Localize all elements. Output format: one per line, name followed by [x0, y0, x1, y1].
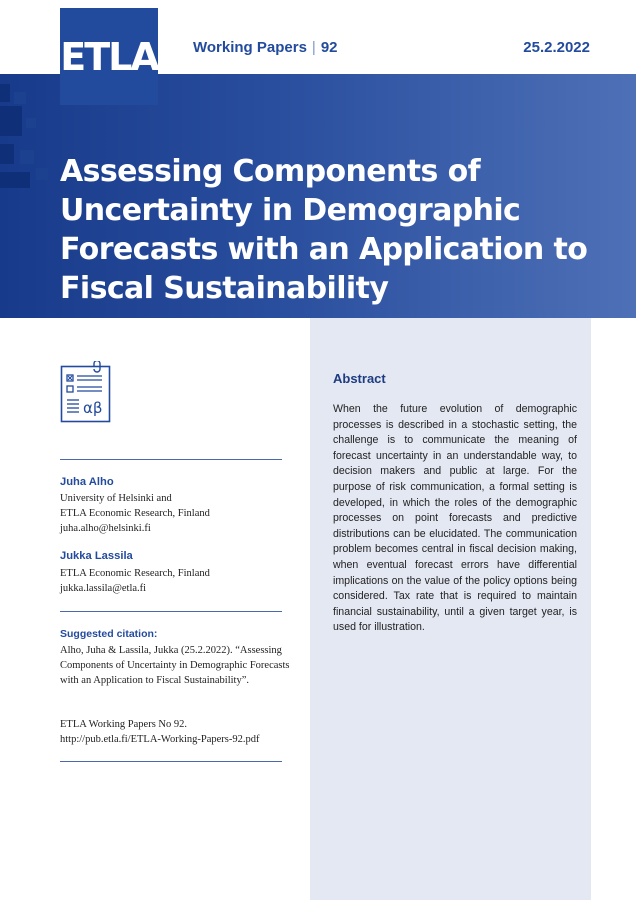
author-affiliation: [60, 491, 300, 536]
citation-source: [60, 717, 300, 747]
author-email: juha.alho@helsinki.fi: [60, 523, 151, 534]
document-alpha-beta-icon: [60, 361, 112, 423]
decor-square: [20, 150, 34, 164]
series-separator: |: [311, 39, 316, 56]
decor-square: [26, 118, 36, 128]
decor-square: [0, 106, 22, 136]
divider: [60, 611, 282, 612]
affiliation-line: ETLA Economic Research, Finland: [60, 508, 210, 519]
decor-square: [36, 168, 48, 180]
citation-text: Alho, Juha & Lassila, Jukka (25.2.2022). “Assessing Components of Uncertainty in Demographic Forecasts with an Application to Fiscal Sustainability”.: [60, 645, 290, 686]
citation-series: ETLA Working Papers No 92.: [60, 719, 187, 730]
series-label: [193, 39, 338, 56]
author-name: Juha Alho: [60, 476, 114, 488]
affiliation-line: ETLA Economic Research, Finland: [60, 568, 210, 579]
divider: [60, 459, 282, 460]
author-affiliation: [60, 566, 300, 596]
abstract-heading: Abstract: [333, 371, 386, 386]
series-number: 92: [320, 39, 338, 56]
affiliation-line: University of Helsinki and: [60, 493, 172, 504]
author-name: Jukka Lassila: [60, 550, 133, 562]
decor-square: [0, 172, 30, 188]
paper-title: Assessing Components of Uncertainty in Demographic Forecasts with an Application to Fiscal Sustainability: [60, 154, 588, 306]
icon-glyph-text: αβ: [83, 399, 103, 417]
citation-url[interactable]: http://pub.etla.fi/ETLA-Working-Papers-92.pdf: [60, 734, 260, 745]
author-email: jukka.lassila@etla.fi: [60, 583, 147, 594]
decor-square: [14, 92, 26, 104]
publication-date: 25.2.2022: [523, 39, 590, 56]
series-name: Working Papers: [193, 39, 307, 56]
etla-logo: ETLA: [60, 8, 158, 105]
abstract-panel: [310, 318, 591, 900]
decor-square: [0, 144, 14, 164]
divider: [60, 761, 282, 762]
citation-heading: Suggested citation:: [60, 628, 158, 640]
abstract-text: When the future evolution of demographic processes is described in a stochastic setting, the challenge is to communicate the meaning of forecast uncertainty in an understandable way, to decision makers and public at large. For the purpose of risk communication, a formal setting is developed, in which the roles of the demographic processes on point forecasts and predictive distributions can be elucidated. The communication problem becomes central in fiscal decision making, when eventual forecast errors have differential implications on the value of the policy options being considered. Tax rate that is required to maintain financial sustainability, until a given target year, is used for illustration.: [333, 403, 577, 634]
decor-square: [0, 84, 10, 102]
